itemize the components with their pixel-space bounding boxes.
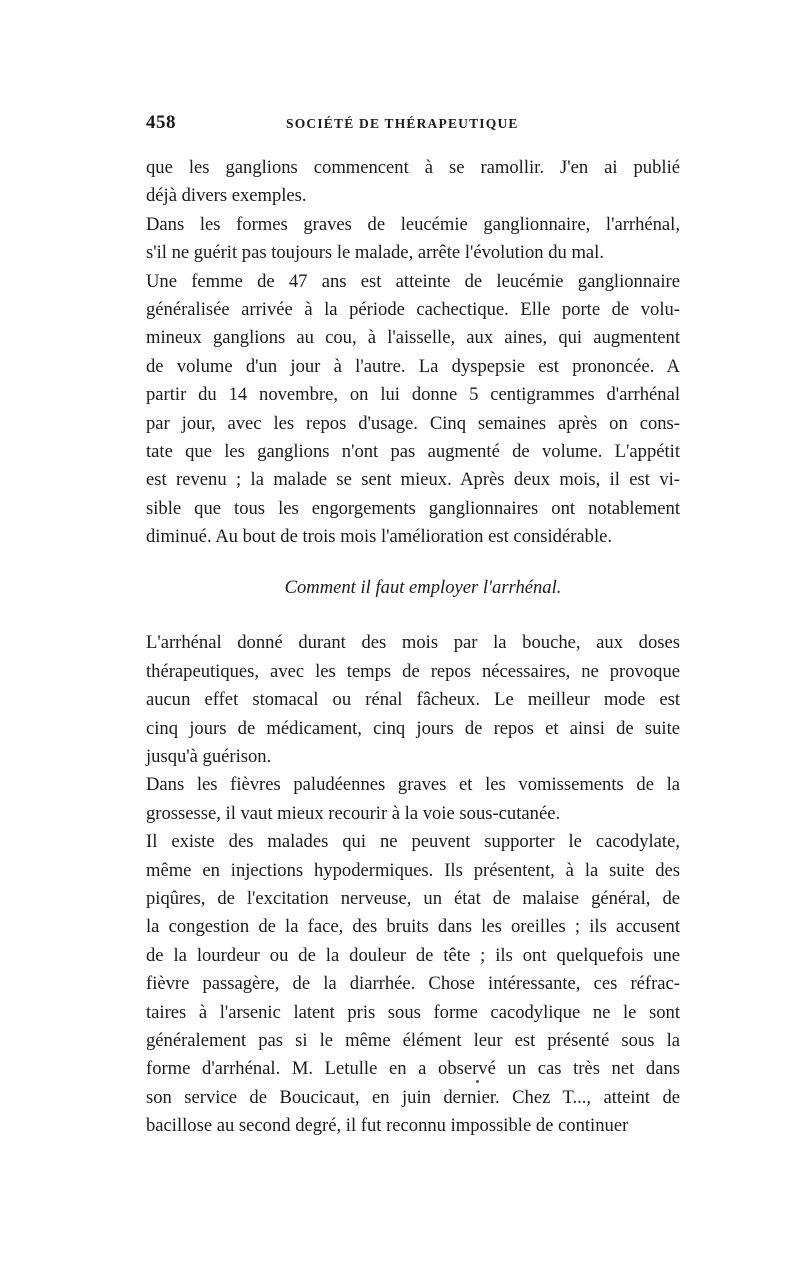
body-text-before <box>146 154 680 551</box>
text-line: Il existe des malades qui ne peuvent supporter le cacodylate, <box>146 831 680 853</box>
text-line: mineux ganglions au cou, à l'aisselle, aux aines, qui augmentent <box>146 327 680 349</box>
paragraph <box>146 154 680 211</box>
text-line: Une femme de 47 ans est atteinte de leucémie ganglionnaire <box>146 270 680 292</box>
paragraph <box>146 211 680 268</box>
text-line: aucun effet stomacal ou rénal fâcheux. Le meilleur mode est <box>146 689 680 711</box>
text-line: fièvre passagère, de la diarrhée. Chose intéressante, ces réfrac- <box>146 973 680 995</box>
running-head: SOCIÉTÉ DE THÉRAPEUTIQUE <box>286 116 519 131</box>
text-line: thérapeutiques, avec les temps de repos nécessaires, ne provoque <box>146 660 680 682</box>
text-line: son service de Boucicaut, en juin dernier. Chez T..., atteint de <box>146 1086 680 1108</box>
text-line: grossesse, il vaut mieux recourir à la voie sous-cutanée. <box>146 802 561 824</box>
document-page <box>146 112 680 1141</box>
paragraph <box>146 268 680 552</box>
text-line: par jour, avec les repos d'usage. Cinq semaines après on cons- <box>146 412 680 434</box>
text-line: Dans les formes graves de leucémie ganglionnaire, l'arrhénal, <box>146 213 680 235</box>
text-line: même en injections hypodermiques. Ils présentent, à la suite des <box>146 859 680 881</box>
text-line: est revenu ; la malade se sent mieux. Après deux mois, il est vi- <box>146 469 680 491</box>
text-line: diminué. Au bout de trois mois l'amélioration est considérable. <box>146 526 613 548</box>
body-text-after <box>146 629 680 1140</box>
text-line: de volume d'un jour à l'autre. La dyspepsie est prononcée. A <box>146 355 680 377</box>
text-line: Dans les fièvres paludéennes graves et les vomissements de la <box>146 774 680 796</box>
page-number: 458 <box>146 112 176 133</box>
paragraph <box>146 771 680 828</box>
section-title: Comment il faut employer l'arrhénal. <box>284 577 562 599</box>
paragraph <box>146 828 680 1140</box>
text-line: taires à l'arsenic latent pris sous forme cacodylique ne le sont <box>146 1001 680 1023</box>
page-header <box>146 112 680 142</box>
text-line: généralement pas si le même élément leur est présenté sous la <box>146 1029 680 1051</box>
text-line: piqûres, de l'excitation nerveuse, un état de malaise général, de <box>146 887 680 909</box>
text-line: jusqu'à guérison. <box>146 746 272 768</box>
text-line: déjà divers exemples. <box>146 185 307 207</box>
text-line: partir du 14 novembre, on lui donne 5 centigrammes d'arrhénal <box>146 384 680 406</box>
text-line: L'arrhénal donné durant des mois par la bouche, aux doses <box>146 632 680 654</box>
text-line: généralisée arrivée à la période cachectique. Elle porte de volu- <box>146 298 680 320</box>
paragraph <box>146 629 680 771</box>
text-line: de la lourdeur ou de la douleur de tête ; ils ont quelquefois une <box>146 944 680 966</box>
text-line: sible que tous les engorgements ganglionnaires ont notablement <box>146 497 680 519</box>
page-speck <box>476 1080 479 1083</box>
text-line: forme d'arrhénal. M. Letulle en a observé un cas très net dans <box>146 1058 680 1080</box>
text-line: s'il ne guérit pas toujours le malade, arrête l'évolution du mal. <box>146 242 604 264</box>
text-line: que les ganglions commencent à se ramollir. J'en ai publié <box>146 157 680 178</box>
text-line: bacillose au second degré, il fut reconnu impossible de continuer <box>146 1115 629 1137</box>
text-line: la congestion de la face, des bruits dans les oreilles ; ils accusent <box>146 916 680 938</box>
text-line: tate que les ganglions n'ont pas augmenté de volume. L'appétit <box>146 440 680 462</box>
text-line: cinq jours de médicament, cinq jours de repos et ainsi de suite <box>146 717 680 739</box>
